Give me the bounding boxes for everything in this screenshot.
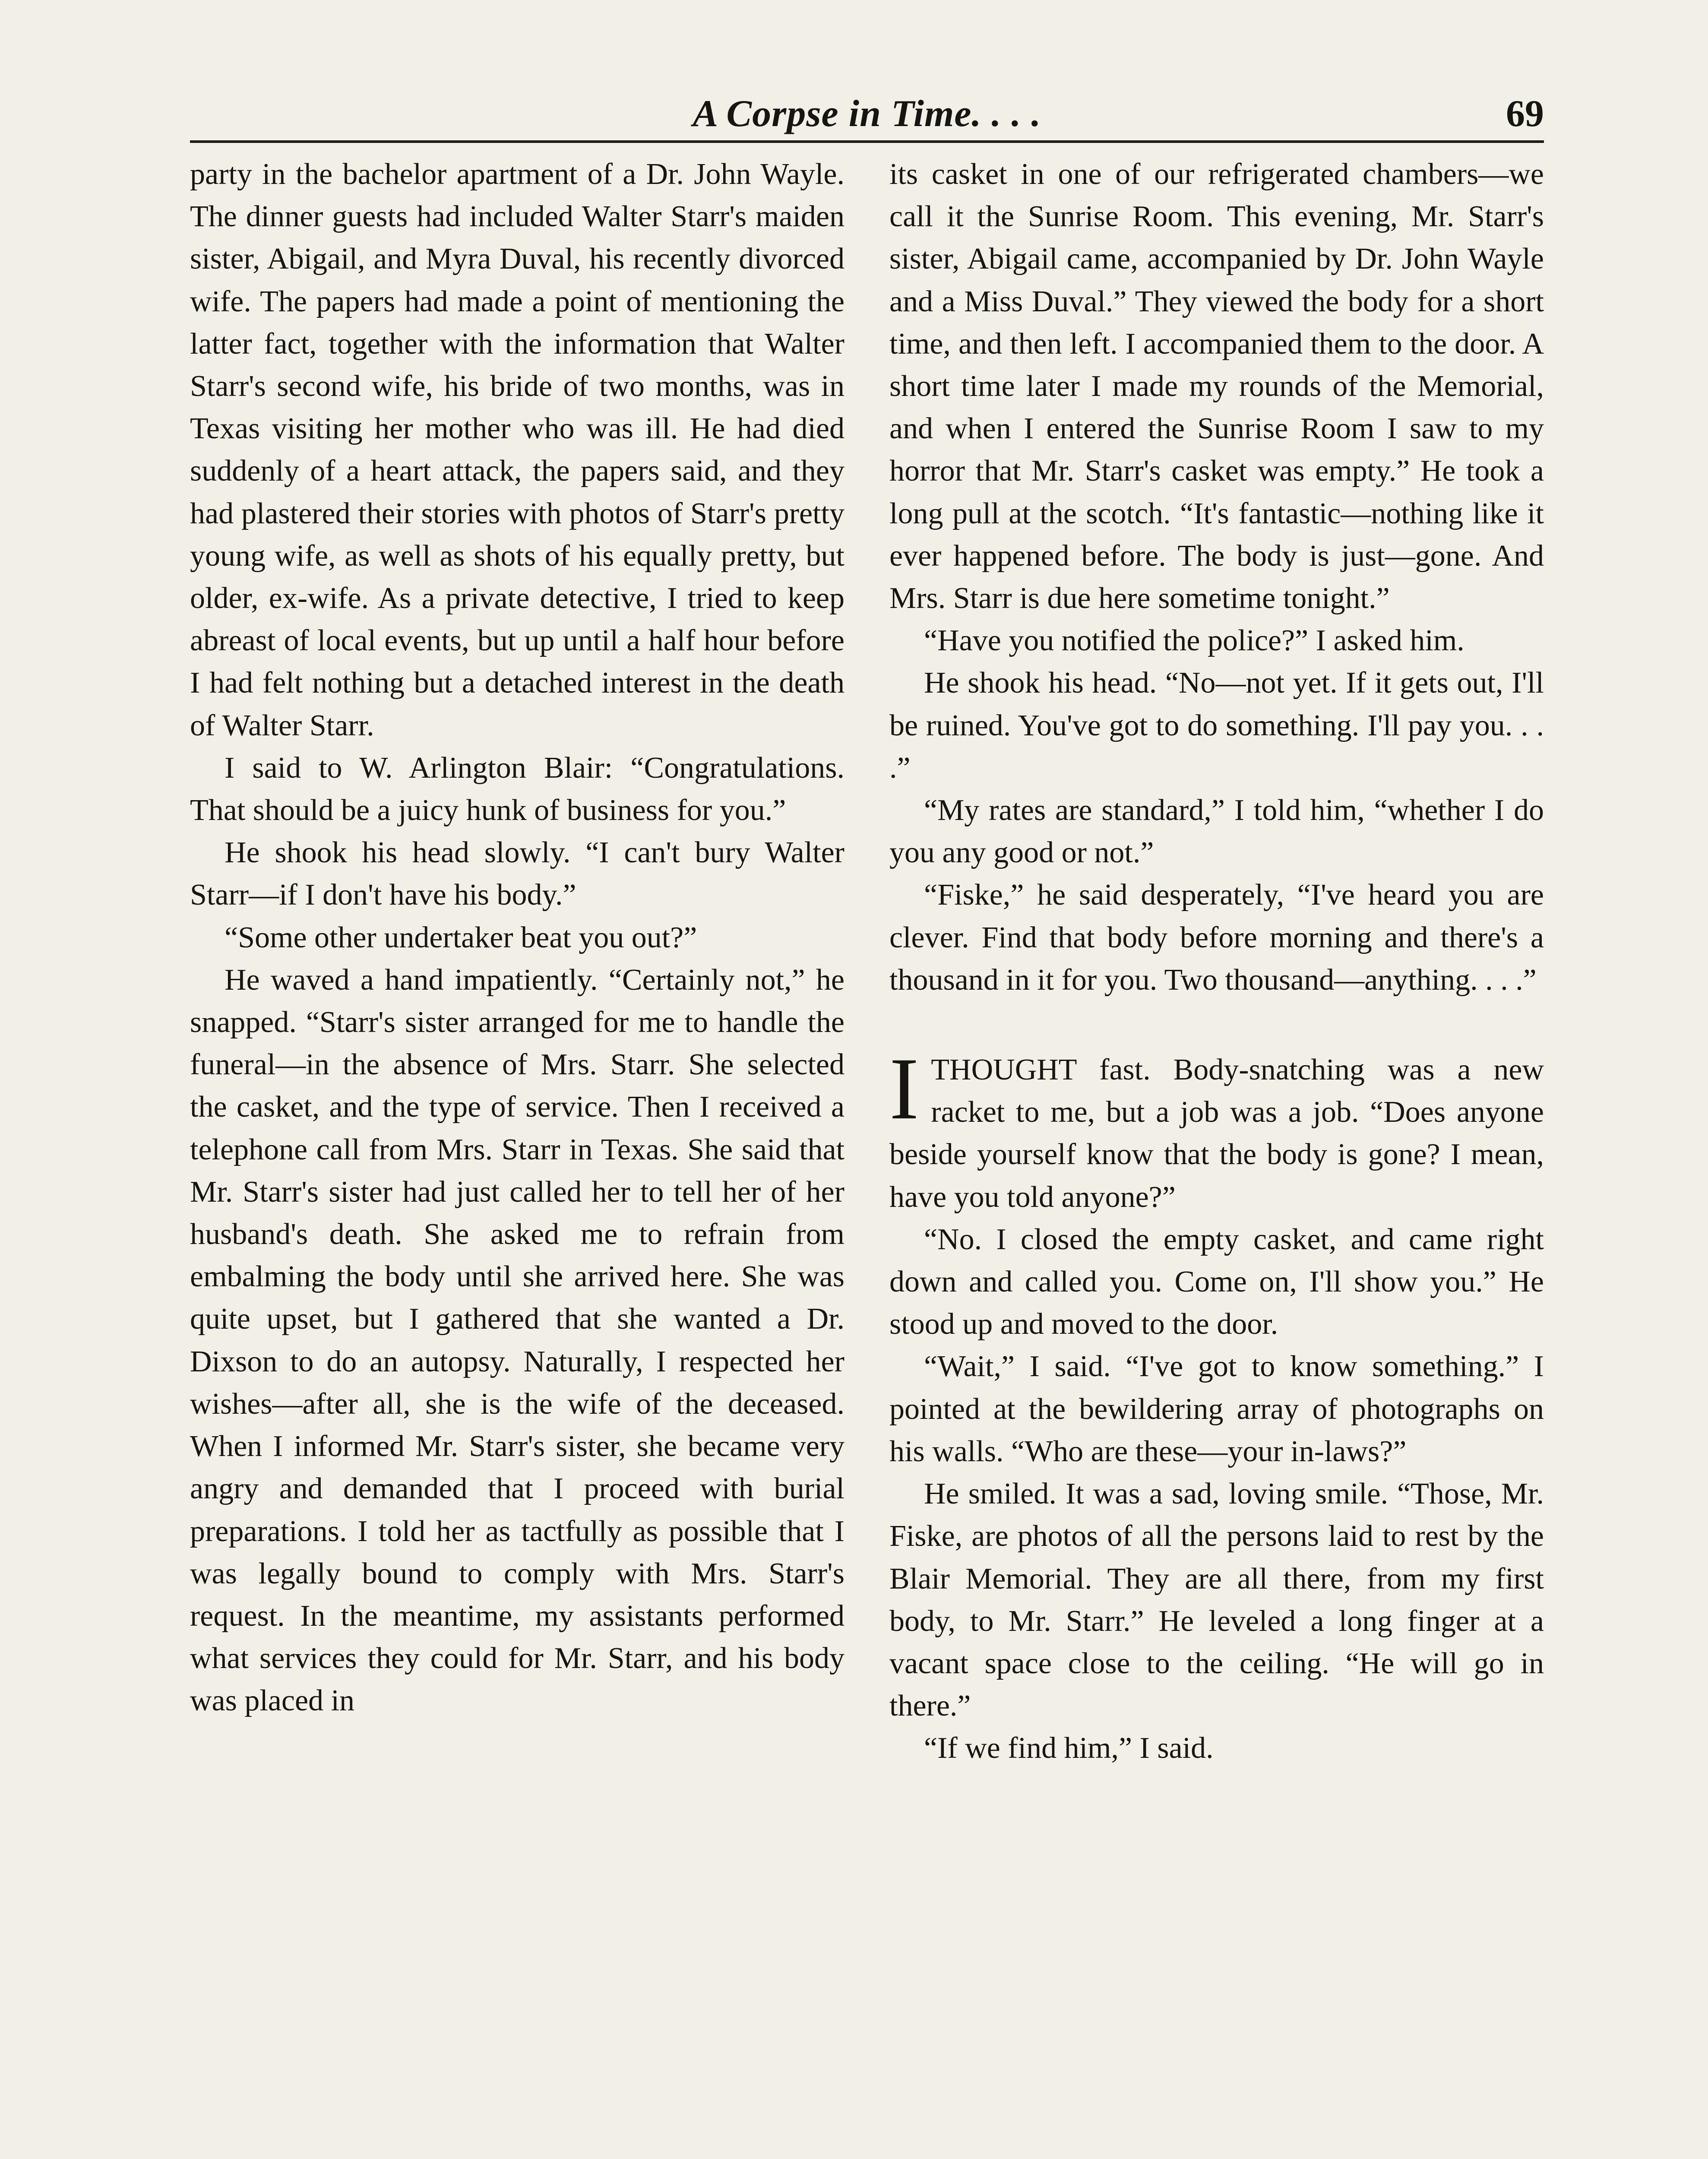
text-body [190,153,1544,2159]
paragraph: “Have you notified the police?” I asked him. [924,624,1464,658]
paragraph: He smiled. It was a sad, loving smile. “Those, Mr. Fiske, are photos of all the persons laid to rest by the Blair Memorial. They are all there, from my first body, to Mr. Starr.” He leveled a long finger at a vacant space close to the ceiling. “He will go in there.” [889,1477,1544,1723]
paragraph: “Fiske,” he said desperately, “I've heard you are clever. Find that body before morning and there's a thousand in it for you. Two thousand—anything. . . .” [889,878,1544,997]
page-number: 69 [1506,93,1544,135]
paragraph: “If we find him,” I said. [924,1732,1214,1765]
paragraph-text: THOUGHT fast. Body-snatching was a new racket to me, but a job was a job. “Does anyone beside yourself know that the body is gone? I mean, have you told anyone?” [889,1053,1544,1214]
right-column [889,153,1544,2159]
paragraph: “No. I closed the empty casket, and came right down and called you. Come on, I'll show you.” He stood up and moved to the door. [889,1222,1544,1341]
paragraph: party in the bachelor apartment of a Dr. John Wayle. The dinner guests had included Walter Starr's maiden sister, Abigail, and Myra Duval, his recently divorced wife. The papers had made a point of mentioning the latter fact, together with the information that Walter Starr's second wife, his bride of two months, was in Texas visiting her mother who was ill. He had died suddenly of a heart attack, the papers said, and they had plastered their stories with photos of Starr's pretty young wife, as well as shots of his equally pretty, but older, ex-wife. As a private detective, I tried to keep abreast of local events, but up until a half hour before I had felt nothing but a detached interest in the death of Walter Starr. [190,158,845,742]
paragraph: “My rates are standard,” I told him, “whether I do you any good or not.” [889,794,1544,870]
paragraph: He waved a hand impatiently. “Certainly not,” he snapped. “Starr's sister arranged for me to handle the funeral—in the absence of Mrs. Starr. She selected the casket, and the type of service. Then I received a telephone call from Mrs. Starr in Texas. She said that Mr. Starr's sister had just called her to tell her of her husband's death. She asked me to refrain from embalming the body until she arrived here. She was quite upset, but I gathered that she wanted a Dr. Dixson to do an autopsy. Naturally, I respected her wishes—after all, she is the wife of the deceased. When I informed Mr. Starr's sister, she became very angry and demanded that I proceed with burial preparations. I told her as tactfully as possible that I was legally bound to comply with Mrs. Starr's request. In the meantime, my assistants performed what services they could for Mr. Starr, and his body was placed in [190,963,845,1718]
story-title: A Corpse in Time. . . . [693,93,1041,135]
section-paragraph [889,1040,1544,1219]
drop-cap: I [889,1040,919,1138]
paragraph: “Some other undertaker beat you out?” [225,921,697,954]
paragraph: I said to W. Arlington Blair: “Congratulations. That should be a juicy hunk of business for you.” [190,751,845,827]
paragraph: its casket in one of our refrigerated chambers—we call it the Sunrise Room. This evening, Mr. Starr's sister, Abigail came, accompanied by Dr. John Wayle and a Miss Duval.” They viewed the body for a short time, and then left. I accompanied them to the door. A short time later I made my rounds of the Memorial, and when I entered the Sunrise Room I saw to my horror that Mr. Starr's casket was empty.” He took a long pull at the scotch. “It's fantastic—nothing like it ever happened before. The body is just—gone. And Mrs. Starr is due here sometime tonight.” [889,158,1544,615]
running-header [190,80,1544,143]
left-column [190,153,845,2159]
paragraph: He shook his head. “No—not yet. If it gets out, I'll be ruined. You've got to do something. I'll pay you. . . .” [889,666,1544,785]
paragraph: He shook his head slowly. “I can't bury Walter Starr—if I don't have his body.” [190,836,845,912]
paragraph: “Wait,” I said. “I've got to know something.” I pointed at the bewildering array of photographs on his walls. “Who are these—your in-laws?” [889,1350,1544,1468]
